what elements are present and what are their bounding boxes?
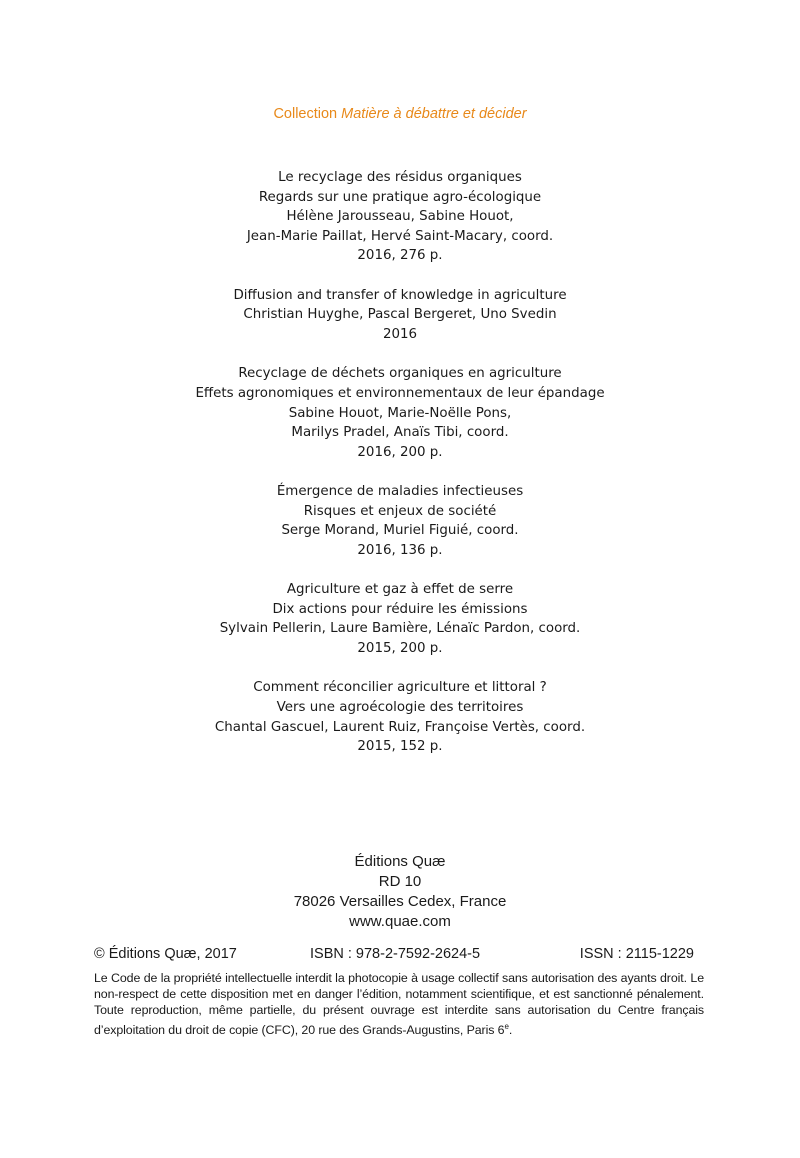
book-title: Agriculture et gaz à effet de serre — [286, 582, 514, 598]
book-authors: Jean-Marie Paillat, Hervé Saint-Macary, coord. — [246, 228, 554, 244]
book-list — [0, 168, 800, 777]
book-entry — [0, 482, 800, 560]
publisher-city: 78026 Versailles Cedex, France — [293, 893, 507, 910]
publisher-website: www.quae.com — [349, 913, 451, 930]
book-title: Comment réconcilier agriculture et littoral ? — [253, 680, 547, 696]
book-year-pages: 2016, 136 p. — [357, 542, 443, 558]
book-title: Recyclage de déchets organiques en agriculture — [238, 366, 562, 382]
book-authors: Marilys Pradel, Anaïs Tibi, coord. — [291, 425, 509, 441]
book-authors: Sabine Houot, Marie-Noëlle Pons, — [288, 405, 512, 421]
book-year-pages: 2015, 152 p. — [357, 739, 443, 755]
book-subtitle: Dix actions pour réduire les émissions — [272, 601, 528, 617]
publication-meta — [94, 946, 702, 966]
book-year-pages: 2015, 200 p. — [357, 641, 443, 657]
book-entry — [0, 364, 800, 462]
legal-text: Le Code de la propriété intellectuelle interdit la photocopie à usage collectif sans autorisation des ayants droit. Le non-respect de cette disposition met en danger l’édition, notamment scientifique, et est sanctionné pénalement. Toute reproduction, même partielle, du présent ouvrage est interdite sans autorisation du Centre français d’exploitation du droit de copie (CFC), 20 rue des Grands-Augustins, Paris 6 — [94, 971, 704, 1037]
book-year-pages: 2016, 200 p. — [357, 444, 443, 460]
legal-end: . — [508, 1022, 513, 1037]
collection-prefix: Collection — [273, 106, 338, 122]
book-year-pages: 2016 — [382, 326, 418, 342]
isbn: ISBN : 978-2-7592-2624-5 — [310, 946, 481, 962]
book-title: Émergence de maladies infectieuses — [276, 484, 524, 500]
legal-superscript: e — [504, 1021, 509, 1031]
book-authors: Serge Morand, Muriel Figuié, coord. — [281, 523, 519, 539]
publisher-road: RD 10 — [378, 873, 422, 890]
book-authors: Chantal Gascuel, Laurent Ruiz, Françoise Vertès, coord. — [214, 719, 586, 735]
book-year-pages: 2016, 276 p. — [357, 248, 443, 264]
book-authors: Sylvain Pellerin, Laure Bamière, Lénaïc Pardon, coord. — [219, 621, 581, 637]
book-entry — [0, 286, 800, 345]
book-subtitle: Regards sur une pratique agro-écologique — [258, 189, 542, 205]
legal-notice — [94, 970, 704, 1038]
book-authors: Hélène Jarousseau, Sabine Houot, — [286, 209, 514, 225]
issn: ISSN : 2115-1229 — [579, 946, 694, 962]
collection-name: Matière à débattre et décider — [341, 106, 527, 122]
book-entry — [0, 678, 800, 756]
publisher-name: Éditions Quæ — [354, 853, 446, 870]
book-subtitle: Vers une agroécologie des territoires — [276, 700, 524, 716]
publisher-address — [0, 852, 800, 932]
book-entry — [0, 580, 800, 658]
book-entry — [0, 168, 800, 266]
book-title: Le recyclage des résidus organiques — [278, 170, 522, 185]
collection-heading — [0, 106, 800, 122]
book-subtitle: Effets agronomiques et environnementaux de leur épandage — [195, 385, 605, 401]
book-subtitle: Risques et enjeux de société — [303, 503, 497, 519]
book-authors: Christian Huyghe, Pascal Bergeret, Uno Svedin — [243, 307, 557, 323]
copyright-notice: © Éditions Quæ, 2017 — [94, 946, 237, 962]
book-title: Diffusion and transfer of knowledge in agriculture — [233, 287, 567, 303]
